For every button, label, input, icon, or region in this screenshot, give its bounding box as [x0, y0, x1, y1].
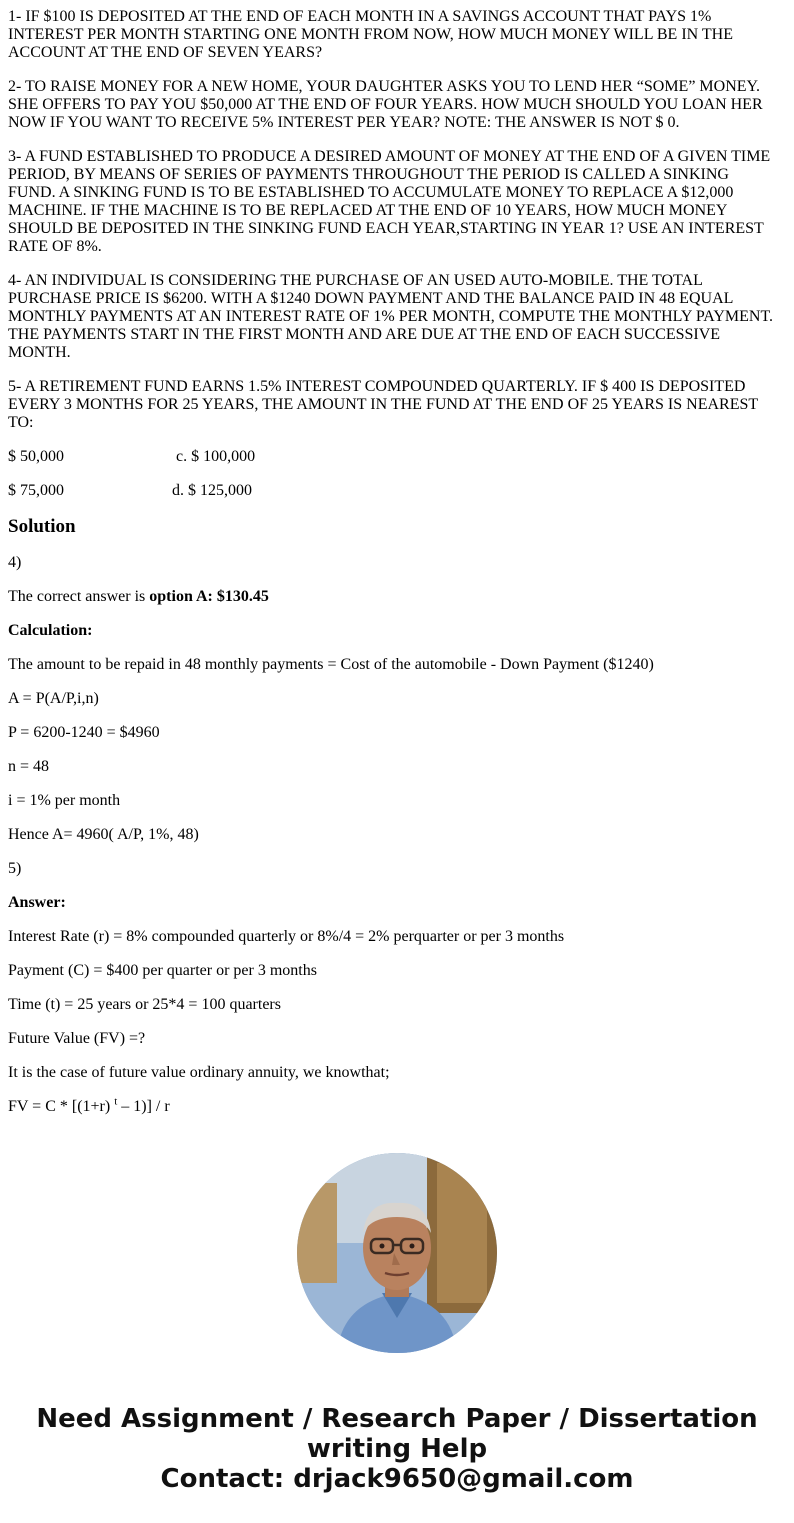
option-c: c. $ 100,000 [176, 448, 256, 465]
calc-line: A = P(A/P,i,n) [8, 690, 99, 707]
formula-part: – 1)] / r [117, 1098, 170, 1115]
footer-banner [0, 1404, 794, 1494]
calc-line: The amount to be repaid in 48 monthly payments = Cost of the automobile - Down Payment ($1240) [8, 656, 654, 673]
formula-exponent: t [114, 1095, 118, 1108]
option-d: d. $ 125,000 [172, 482, 252, 499]
question-1: 1- IF $100 IS DEPOSITED AT THE END OF EACH MONTH IN A SAVINGS ACCOUNT THAT PAYS 1% INTEREST PER MONTH STARTING ONE MONTH FROM NOW, HOW MUCH MONEY WILL BE IN THE ACCOUNT AT THE END OF SEVEN YEARS? [8, 8, 734, 61]
answer-line: Future Value (FV) =? [8, 1030, 146, 1047]
options-row-1 [8, 448, 778, 466]
answer-line: Payment (C) = $400 per quarter or per 3 months [8, 962, 317, 979]
question-4: 4- AN INDIVIDUAL IS CONSIDERING THE PURCHASE OF AN USED AUTO-MOBILE. THE TOTAL PURCHASE PRICE IS $6200. WITH A $1240 DOWN PAYMENT AND THE BALANCE PAID IN 48 EQUAL MONTHLY PAYMENTS AT AN INTEREST RATE OF 1% PER MONTH, COMPUTE THE MONTHLY PAYMENT. THE PAYMENTS START IN THE FIRST MONTH AND ARE DUE AT THE END OF EACH SUCCESSIVE MONTH. [8, 272, 774, 361]
question-2: 2- TO RAISE MONEY FOR A NEW HOME, YOUR DAUGHTER ASKS YOU TO LEND HER “SOME” MONEY. SHE OFFERS TO PAY YOU $50,000 AT THE END OF FOUR YEARS. HOW MUCH SHOULD YOU LOAN HER NOW IF YOU WANT TO RECEIVE 5% INTEREST PER YEAR? NOTE: THE ANSWER IS NOT $ 0. [8, 78, 763, 131]
document-body [8, 8, 778, 1132]
answer-label-text: Answer: [8, 894, 66, 911]
answer-line: Interest Rate (r) = 8% compounded quarterly or 8%/4 = 2% perquarter or per 3 months [8, 928, 565, 945]
calc-line: i = 1% per month [8, 792, 121, 809]
answer-label [8, 894, 778, 912]
solution-q5-label: 5) [8, 860, 22, 877]
formula-part: FV = C * [(1+r) [8, 1098, 115, 1115]
option-a: $ 50,000 [8, 448, 64, 465]
answer-line: It is the case of future value ordinary annuity, we knowthat; [8, 1064, 390, 1081]
calculation-label [8, 622, 778, 640]
answer-value: option A: $130.45 [149, 588, 269, 605]
fv-formula [8, 1095, 778, 1116]
author-portrait-icon [297, 1153, 497, 1353]
calc-line: P = 6200-1240 = $4960 [8, 724, 160, 741]
solution-heading: Solution [8, 516, 76, 537]
footer-line: writing Help [306, 1434, 488, 1464]
options-row-2 [8, 482, 778, 500]
footer-line: Need Assignment / Research Paper / Dissertation [36, 1404, 758, 1434]
footer-contact: Contact: drjack9650@gmail.com [160, 1464, 634, 1494]
correct-answer-line [8, 588, 778, 606]
answer-line: Time (t) = 25 years or 25*4 = 100 quarters [8, 996, 281, 1013]
answer-prefix: The correct answer is [8, 588, 150, 605]
author-avatar [297, 1153, 497, 1353]
question-3: 3- A FUND ESTABLISHED TO PRODUCE A DESIRED AMOUNT OF MONEY AT THE END OF A GIVEN TIME PERIOD, BY MEANS OF SERIES OF PAYMENTS THROUGHOUT THE PERIOD IS CALLED A SINKING FUND. A SINKING FUND IS TO BE ESTABLISHED TO ACCUMULATE MONEY TO REPLACE A $12,000 MACHINE. IF THE MACHINE IS TO BE REPLACED AT THE END OF 10 YEARS, HOW MUCH MONEY SHOULD BE DEPOSITED IN THE SINKING FUND EACH YEAR,STARTING IN YEAR 1? USE AN INTEREST RATE OF 8%. [8, 148, 771, 255]
calculation-label-text: Calculation: [8, 622, 93, 639]
question-5: 5- A RETIREMENT FUND EARNS 1.5% INTEREST COMPOUNDED QUARTERLY. IF $ 400 IS DEPOSITED EVERY 3 MONTHS FOR 25 YEARS, THE AMOUNT IN THE FUND AT THE END OF 25 YEARS IS NEAREST TO: [8, 378, 758, 431]
solution-q4-label: 4) [8, 554, 22, 571]
option-b: $ 75,000 [8, 482, 64, 499]
calc-line: n = 48 [8, 758, 50, 775]
calc-line: Hence A= 4960( A/P, 1%, 48) [8, 826, 199, 843]
